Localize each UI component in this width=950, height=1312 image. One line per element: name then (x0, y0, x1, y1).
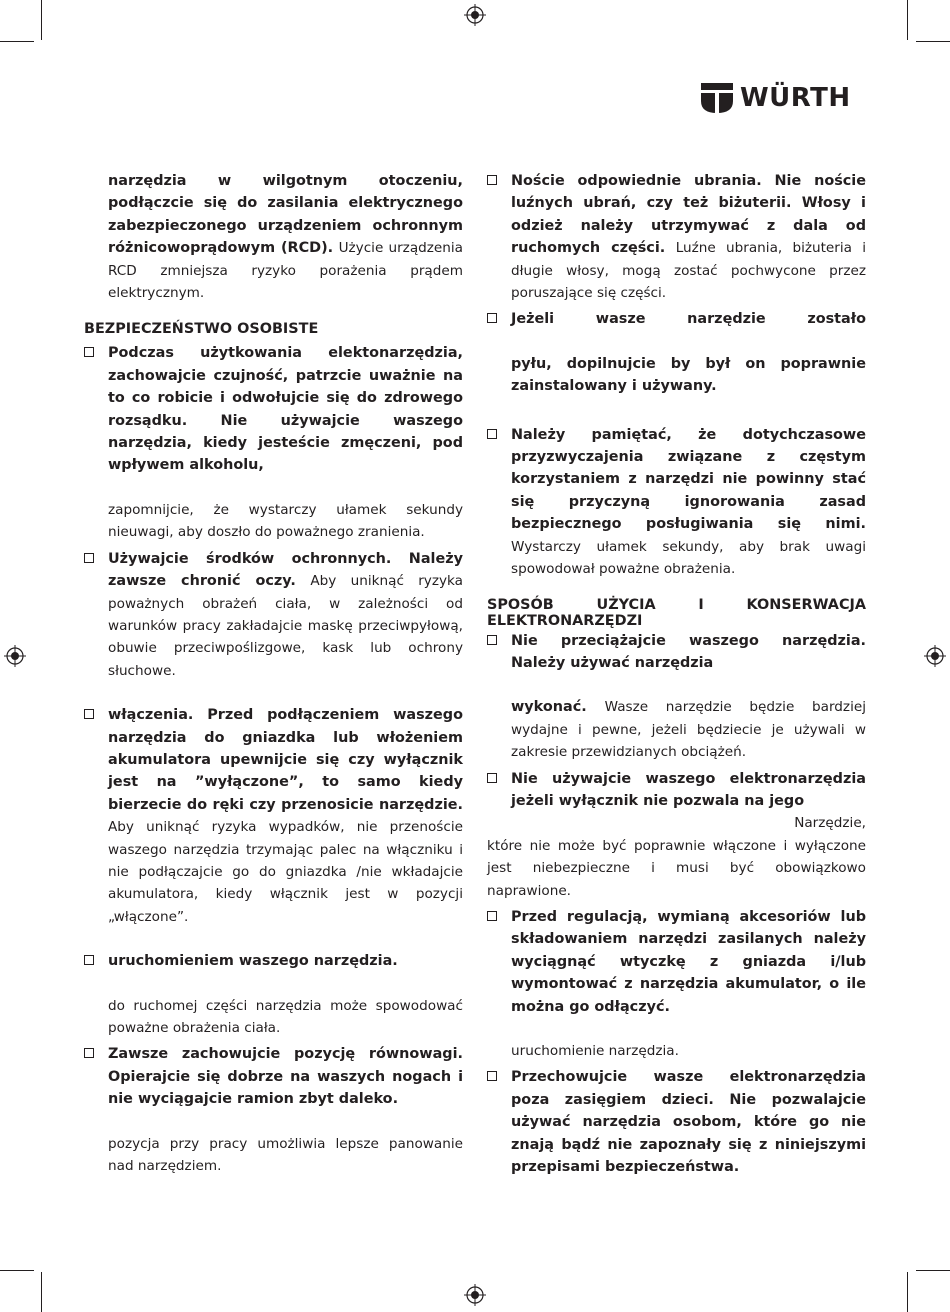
checkbox-icon (84, 955, 94, 965)
intro-text: Użycie urządzenia RCD zmniejsza ryzyko porażenia prądem elektrycznym. (108, 240, 463, 302)
item-text: Aby uniknąć ryzyka wypadków, nie przenoście waszego narzędzia trzymając palec na włączniku i nie podłączajcie go do gniazdka /nie wkładajcie akumulatora, kiedy włącznik jest w pozycji „włączone”. (108, 819, 463, 925)
item-bold: włączenia. Przed podłączeniem waszego narzędzia do gniazdka lub włożeniem akumulatora upewnijcie się czy wyłącznik jest na ”wyłączone”, to samo kiedy bierzecie do ręki czy przenosicie narzędzie. (108, 707, 463, 813)
crop-mark (916, 1270, 950, 1271)
item-bold: Używajcie środków ochronnych. Należy zawsze chronić oczy. (108, 550, 463, 590)
item-bold: wykonać. (511, 699, 587, 716)
crop-mark (0, 41, 34, 42)
list-item (487, 630, 866, 764)
list-item (84, 704, 463, 928)
item-bold: uruchomieniem waszego narzędzia. (108, 953, 398, 970)
registration-mark-icon (464, 4, 486, 26)
checkbox-icon (487, 1071, 497, 1081)
item-text: Aby uniknąć ryzyka poważnych obrażeń ciała, w zależności od warunków pracy zakładajcie maskę przeciwpyłową, obuwie przeciwpoślizgowe, kask lub ochrony słuchowe. (108, 573, 463, 679)
right-column (487, 170, 866, 1178)
item-text: uruchomienie narzędzia. (511, 1043, 679, 1059)
registration-mark-icon (924, 645, 946, 667)
list-item (487, 170, 866, 304)
list-item (84, 950, 463, 1039)
item-bold: Nie używajcie waszego elektronarzędzia jeżeli wyłącznik nie pozwala na jego (511, 770, 866, 809)
list-item (487, 768, 866, 835)
crop-mark (907, 1272, 908, 1312)
item-bold: pyłu, dopilnujcie by był on poprawnie zainstalowany i używany. (511, 355, 866, 395)
registration-mark-icon (4, 645, 26, 667)
item-bold: Przed regulacją, wymianą akcesoriów lub składowaniem narzędzi zasilanych należy wyciągnąć wtyczkę z gniazda i/lub wymontować z narzędzia akumulator, o ile można go odłączyć. (511, 908, 866, 1015)
list-item (487, 906, 866, 1062)
checkbox-icon (84, 709, 94, 719)
list-item (84, 1043, 463, 1177)
item-bold: Przechowujcie wasze elektronarzędzia poza zasięgiem dzieci. Nie pozwalajcie używać narzędzia osobom, które go nie znają bądź nie zapoznały się z niniejszymi przepisami bezpieczeństwa. (511, 1069, 866, 1176)
section-heading: BEZPIECZEŃSTWO OSOBISTE (84, 321, 319, 338)
checkbox-icon (84, 553, 94, 563)
list-item (487, 1066, 866, 1178)
item-text: Wasze narzędzie będzie bardziej wydajne i pewne, jeżeli będziecie je używali w zakresie przewidzianych obciążeń. (511, 699, 866, 761)
wurth-logo (700, 80, 851, 116)
item-text: które nie może być poprawnie włączone i wyłączone jest niebezpieczne i musi być obowiązkowo naprawione. (487, 837, 866, 899)
checkbox-icon (487, 911, 497, 921)
checkbox-icon (487, 773, 497, 783)
checkbox-icon (487, 635, 497, 645)
checkbox-icon (487, 429, 497, 439)
item-text: pozycja przy pracy umożliwia lepsze panowanie nad narzędziem. (108, 1135, 463, 1175)
checkbox-icon (487, 175, 497, 185)
item-bold: Należy pamiętać, że dotychczasowe przyzwyczajenia związane z częstym korzystaniem z narzędzi nie powinny stać się przyczyną ignorowania zasad bezpiecznego posługiwania się nimi. (511, 426, 866, 533)
intro-paragraph (84, 170, 463, 304)
left-column (84, 170, 463, 1177)
item-text: Luźne ubrania, biżuteria i długie włosy, mogą zostać pochwycone przez poruszające się części. (511, 240, 866, 302)
crop-mark (907, 0, 908, 40)
list-item (84, 548, 463, 682)
checkbox-icon (84, 1048, 94, 1058)
item-text: Wystarczy ułamek sekundy, aby brak uwagi spowodował poważne obrażenia. (511, 538, 866, 578)
checkbox-icon (487, 313, 497, 323)
list-item (84, 342, 463, 543)
item-bold: Jeżeli wasze narzędzie zostało (511, 311, 866, 328)
item-text: do ruchomej części narzędzia może spowodować poważne obrażenia ciała. (108, 997, 463, 1036)
crop-mark (916, 41, 950, 42)
list-item (487, 424, 866, 581)
crop-mark (41, 0, 42, 40)
item-text: Narzędzie, (794, 815, 866, 832)
registration-mark-icon (464, 1284, 486, 1306)
item-bold: Zawsze zachowujcie pozycję równowagi. Opierajcie się dobrze na waszych nogach i nie wyciągajcie ramion zbyt daleko. (108, 1046, 463, 1108)
item-bold: Noście odpowiednie ubrania. Nie noście luźnych ubrań, czy też biżuterii. Włosy i odzież należy utrzymywać z dala od ruchomych części. (511, 173, 866, 257)
wurth-emblem-icon (700, 81, 734, 115)
intro-bold: narzędzia w wilgotnym otoczeniu, podłączcie się do zasilania elektrycznego zabezpieczonego urządzeniem ochronnym różnicowoprądowym (RCD). (108, 173, 463, 257)
checkbox-icon (84, 347, 94, 357)
list-item (487, 308, 866, 397)
item-text: zapomnijcie, że wystarczy ułamek sekundy nieuwagi, aby doszło do poważnego zranienia. (108, 501, 463, 541)
crop-mark (0, 1270, 34, 1271)
item-bold: Nie przeciążajcie waszego narzędzia. Należy używać narzędzia (511, 632, 866, 671)
section-heading: SPOSÓB UŻYCIA I KONSERWACJA ELEKTRONARZĘDZI (487, 596, 866, 629)
brand-name: WÜRTH (740, 83, 851, 113)
item-bold: Podczas użytkowania elektonarzędzia, zachowajcie czujność, patrzcie uważnie na to co robicie i odwołujcie się do zdrowego rozsądku. Nie używajcie waszego narzędzia, kiedy jesteście zmęczeni, pod wpływem alkoholu, (108, 345, 463, 474)
crop-mark (41, 1272, 42, 1312)
